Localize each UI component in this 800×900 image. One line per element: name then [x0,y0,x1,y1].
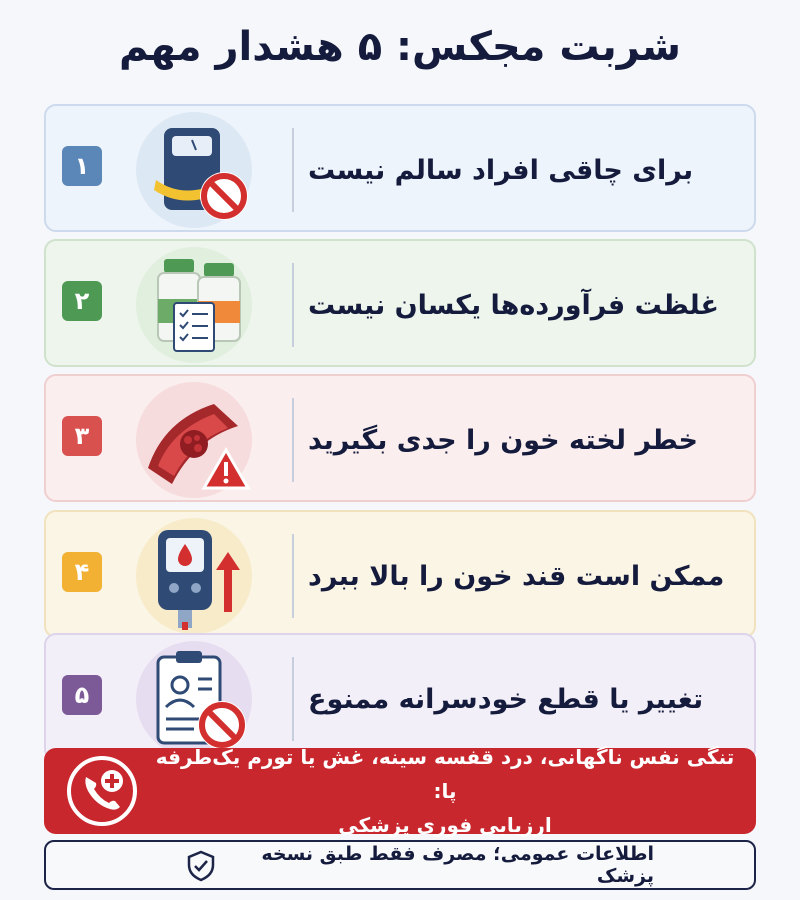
alert-text-line1: تنگی نفس ناگهانی، درد قفسه سینه، غش یا تورم یک‌طرفه پا: [155,745,735,803]
warning-card-1 [44,104,756,232]
card-divider [292,398,294,482]
card-divider [292,657,294,741]
warning-text: غلظت فرآورده‌ها یکسان نیست [308,289,719,321]
medicine-bottles-checklist-icon [134,245,254,365]
warning-text: خطر لخته خون را جدی بگیرید [308,424,698,456]
warning-text: برای چاقی افراد سالم نیست [308,154,694,186]
warning-text: تغییر یا قطع خودسرانه ممنوع [308,683,704,715]
blood-clot-warning-icon [134,380,254,500]
card-divider [292,263,294,347]
glucose-meter-arrow-up-icon [134,516,254,636]
footer-note [44,840,756,890]
warning-text: ممکن است قند خون را بالا ببرد [308,560,725,592]
shield-check-icon [184,849,218,883]
alert-text-line2: ارزیابی فوری پزشکی [338,813,552,837]
page-title: شربت مجکس: ۵ هشدار مهم [119,24,681,70]
card-divider [292,534,294,618]
warning-number-badge: ۵ [62,675,102,715]
footer-text: اطلاعات عمومی؛ مصرف فقط طبق نسخه پزشک [261,843,654,887]
warning-number-badge: ۱ [62,146,102,186]
emergency-alert-banner [44,745,756,837]
card-divider [292,128,294,212]
scale-with-prohibition-icon [134,110,254,230]
warning-number-badge: ۲ [62,281,102,321]
warning-number-badge: ۳ [62,416,102,456]
warning-card-3 [44,374,756,502]
emergency-phone-icon [66,755,138,827]
warning-card-4 [44,510,756,638]
warning-card-2 [44,239,756,367]
warning-number-badge: ۴ [62,552,102,592]
